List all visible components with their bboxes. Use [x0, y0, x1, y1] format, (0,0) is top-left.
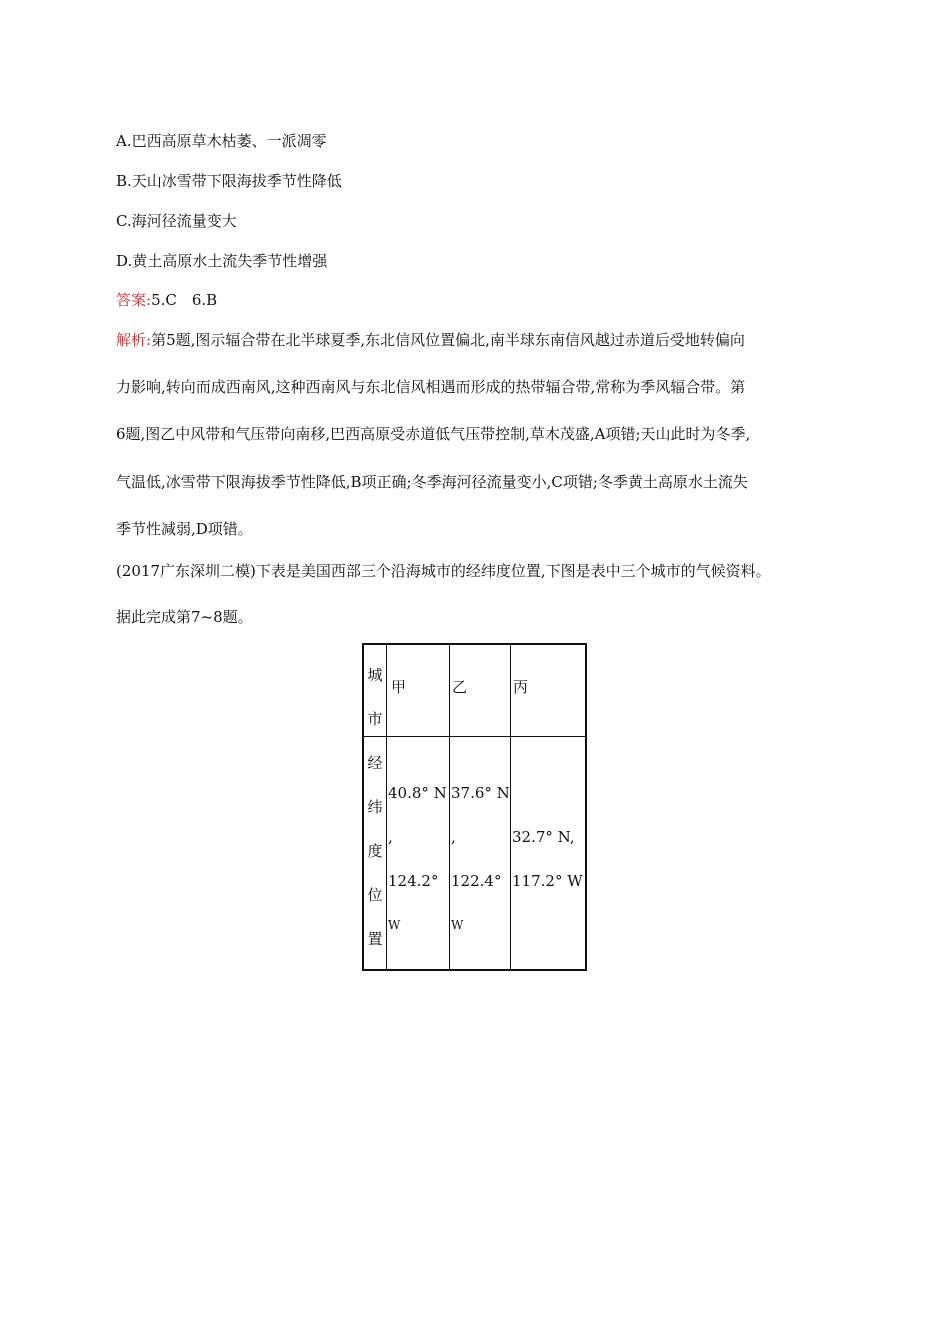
analysis-line-5: 季节性减弱,D项错。 — [116, 520, 253, 538]
intro-line-1: (2017广东深圳二模)下表是美国西部三个沿海城市的经纬度位置,下图是表中三个城市的气候资料。 — [116, 562, 771, 580]
table-cell-jia-position: 40.8° N , 124.2° W — [388, 784, 447, 932]
table-divider — [386, 645, 387, 969]
analysis-line-3: 6题,图乙中风带和气压带向南移,巴西高原受赤道低气压带控制,草木茂盛,A项错;天山此时为冬季, — [116, 425, 751, 443]
table-row-header-city: 城 市 — [367, 666, 383, 728]
answer-text: 5.C 6.B — [151, 291, 218, 309]
intro-line-2: 据此完成第7~8题。 — [116, 608, 253, 626]
option-c: C.海河径流量变大 — [116, 212, 237, 230]
table-cell-yi-position: 37.6° N , 122.4° W — [451, 784, 510, 932]
table-divider — [449, 645, 450, 969]
table-cell-city-bing: 丙 — [513, 678, 529, 696]
analysis-label: 解析: — [116, 331, 152, 349]
table-cell-city-jia: 甲 — [391, 678, 407, 696]
table-row-header-position: 经 纬 度 位 置 — [367, 754, 383, 948]
option-b: B.天山冰雪带下限海拔季节性降低 — [116, 172, 342, 190]
city-coordinates-table — [362, 643, 587, 971]
table-divider — [510, 645, 511, 969]
analysis-line-4: 气温低,冰雪带下限海拔季节性降低,B项正确;冬季海河径流量变小,C项错;冬季黄土高原水土流失 — [116, 473, 748, 491]
analysis-line-1: 解析:第5题,图示辐合带在北半球夏季,东北信风位置偏北,南半球东南信风越过赤道后受地转偏向 — [116, 331, 745, 349]
table-divider — [364, 736, 585, 737]
table-cell-city-yi: 乙 — [452, 678, 468, 696]
table-cell-bing-position: 32.7° N, 117.2° W — [512, 828, 583, 890]
answer-label: 答案: — [116, 291, 152, 309]
analysis-line-2: 力影响,转向而成西南风,这种西南风与东北信风相遇而形成的热带辐合带,常称为季风辐合带。第 — [116, 378, 746, 396]
option-a: A.巴西高原草木枯萎、一派凋零 — [116, 132, 327, 150]
answer-line — [116, 290, 217, 310]
option-d: D.黄土高原水土流失季节性增强 — [116, 252, 328, 270]
